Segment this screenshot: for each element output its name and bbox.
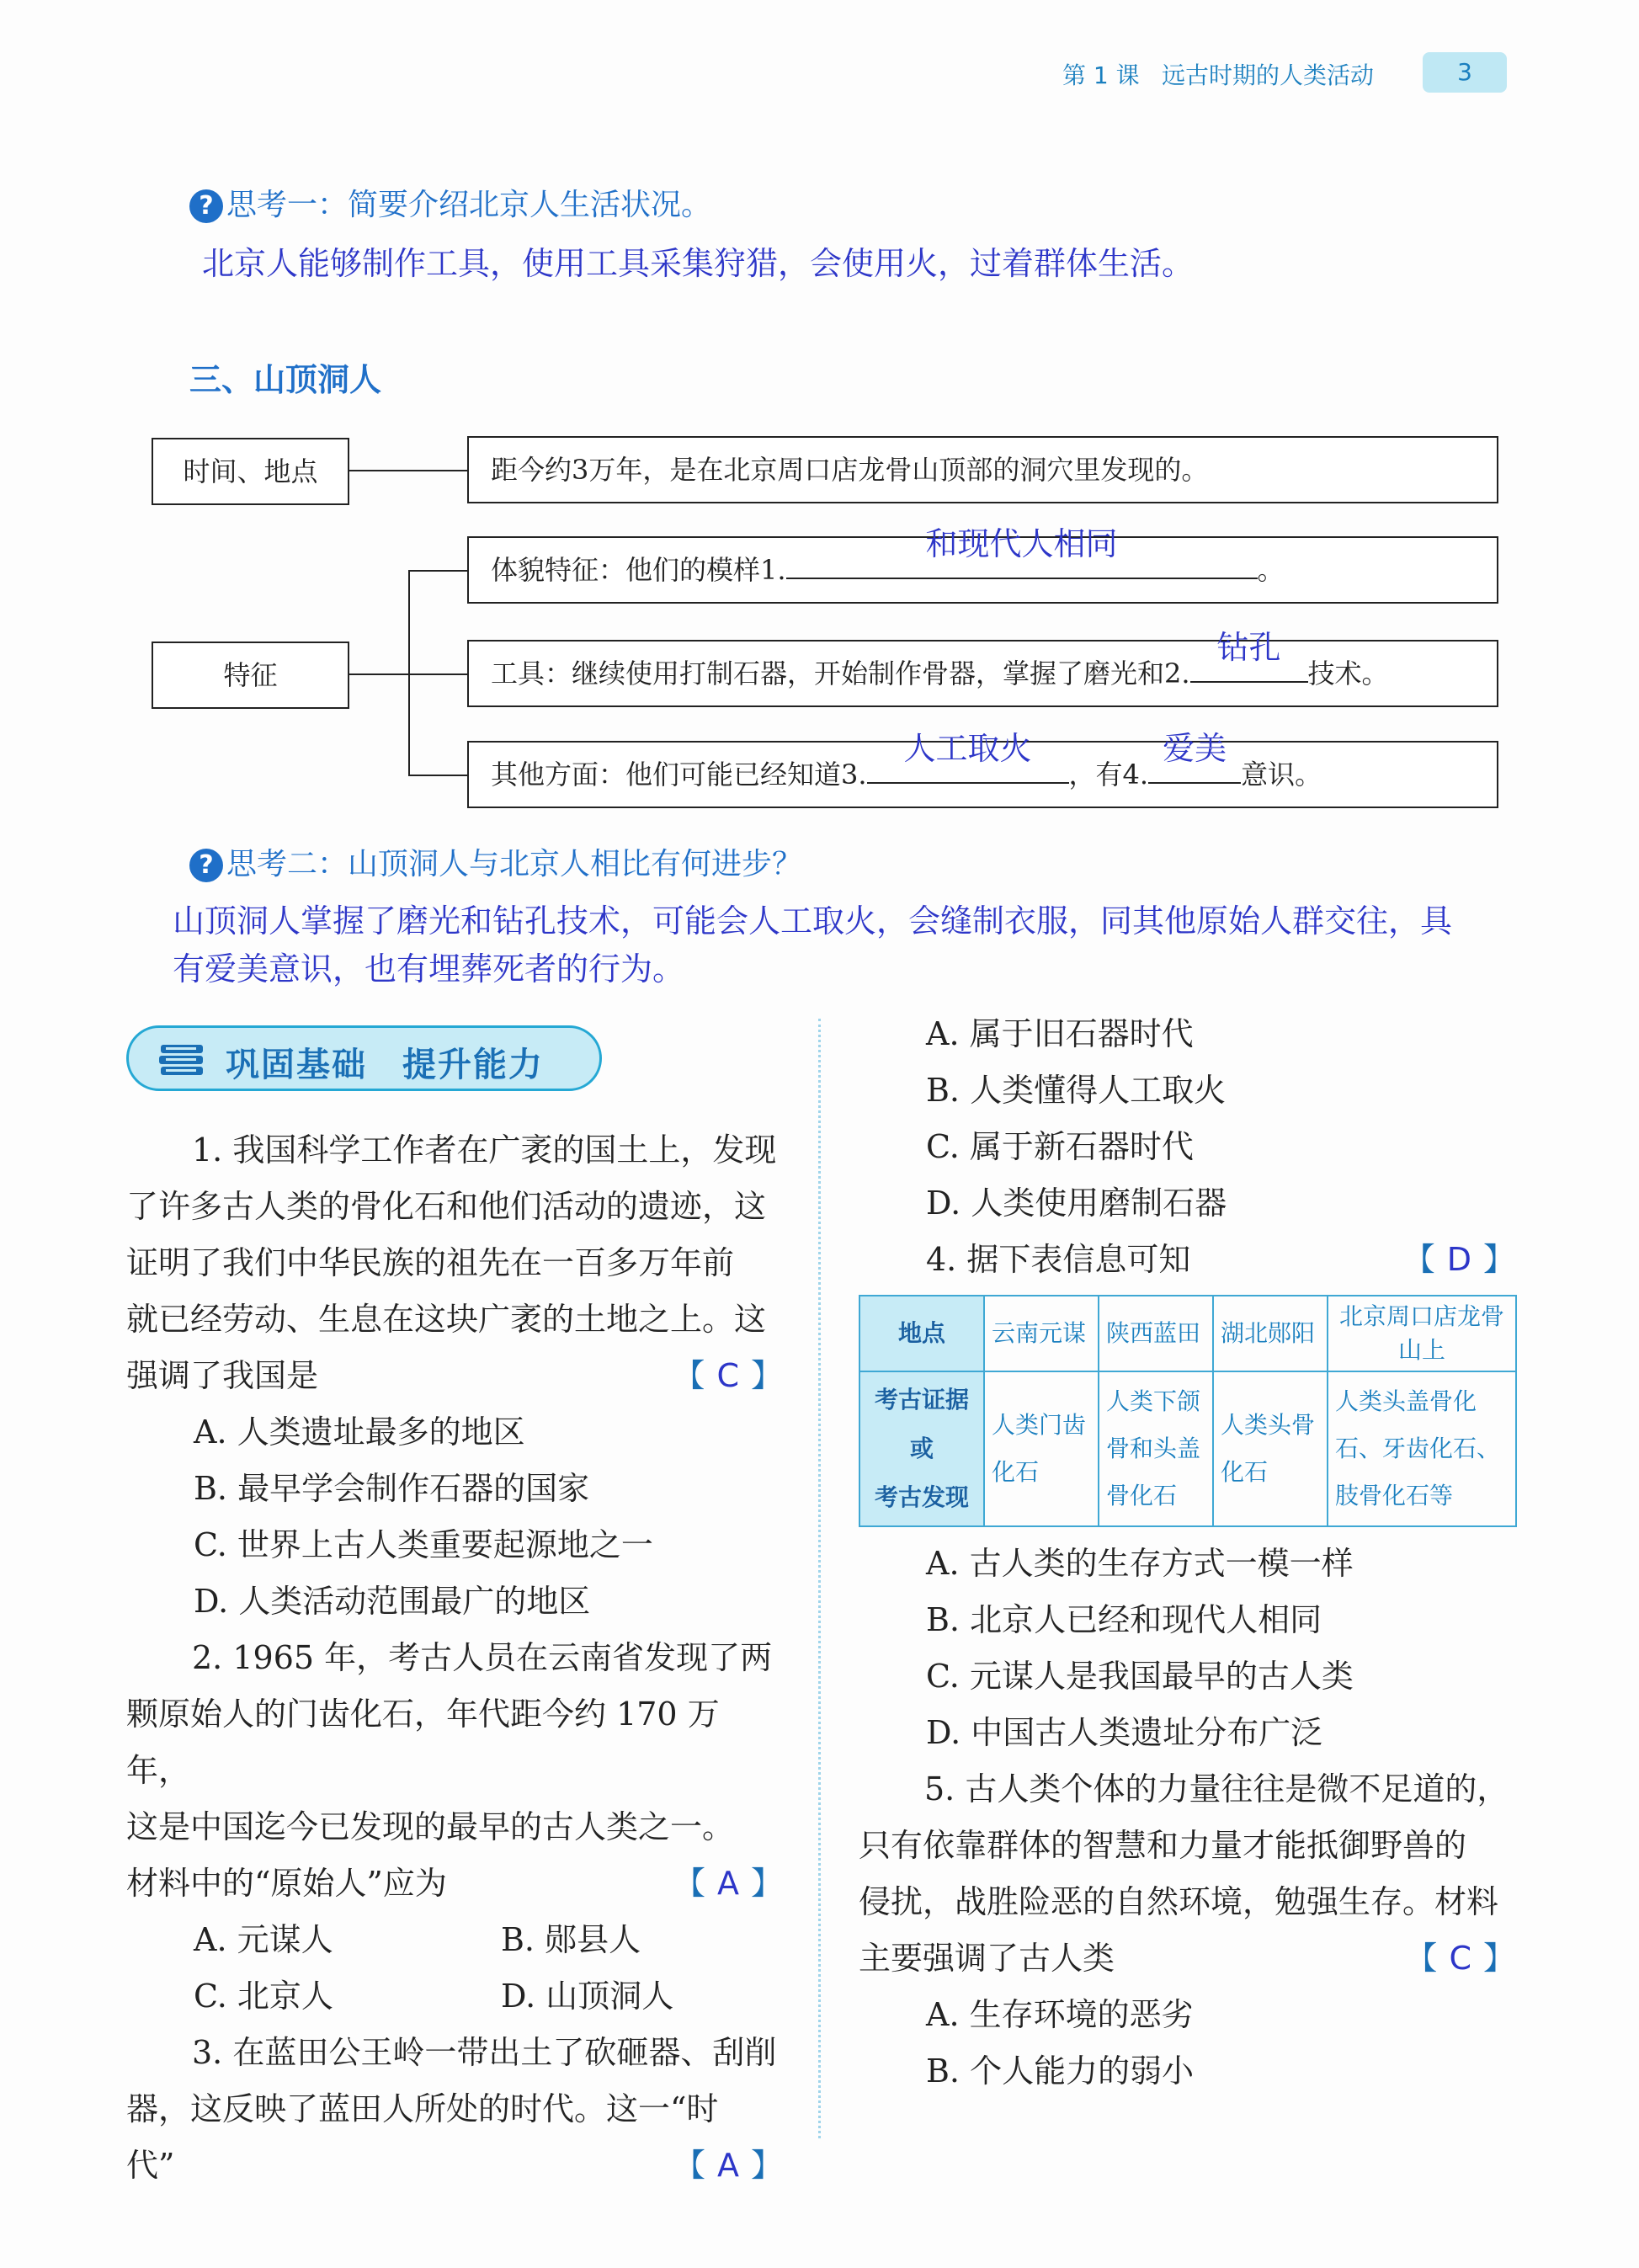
connector-line bbox=[408, 570, 467, 572]
q2-option-b: B. 郧县人 bbox=[501, 1921, 641, 1958]
question-4: 4. 据下表信息可知 【 D 】 bbox=[859, 1232, 1515, 1288]
q2-option-a: A. 元谋人 bbox=[194, 1921, 333, 1958]
think-one-answer: 北京人能够制作工具，使用工具采集狩猎，会使用火，过着群体生活。 bbox=[202, 245, 1195, 282]
books-icon bbox=[157, 1041, 208, 1078]
section-title: 三、山顶洞人 bbox=[189, 361, 382, 398]
q3-option-b: B. 人类懂得人工取火 bbox=[926, 1072, 1227, 1109]
answer-1: 和现代人相同 bbox=[925, 525, 1118, 562]
q4-option-a: A. 古人类的生存方式一模一样 bbox=[926, 1545, 1354, 1582]
q5-option-b: B. 个人能力的弱小 bbox=[926, 2052, 1195, 2090]
table-cell: 人类头盖骨化石、牙齿化石、肢骨化石等 bbox=[1328, 1371, 1516, 1526]
connector-line bbox=[408, 673, 467, 675]
connector-line bbox=[349, 470, 467, 471]
q4-option-d: D. 中国古人类遗址分布广泛 bbox=[926, 1714, 1323, 1751]
section-banner bbox=[126, 1025, 602, 1091]
blank-3 bbox=[867, 730, 1069, 784]
think-two-answer-line1: 山顶洞人掌握了磨光和钻孔技术，可能会人工取火，会缝制衣服，同其他原始人群交往，具 bbox=[173, 902, 1453, 940]
q1-option-d: D. 人类活动范围最广的地区 bbox=[194, 1583, 591, 1620]
answer-bracket-4: 【 D 】 bbox=[1402, 1241, 1515, 1278]
column-divider bbox=[818, 1019, 821, 2138]
table-cell: 人类门齿化石 bbox=[984, 1371, 1099, 1526]
table-cell: 人类头骨化石 bbox=[1213, 1371, 1328, 1526]
q1-option-c: C. 世界上古人类重要起源地之一 bbox=[194, 1526, 653, 1563]
table-cell: 北京周口店龙骨山上 bbox=[1328, 1296, 1516, 1371]
table-cell: 陕西蓝田 bbox=[1099, 1296, 1213, 1371]
table-header: 考古证据 或 考古发现 bbox=[859, 1371, 984, 1526]
blank-2 bbox=[1190, 629, 1308, 683]
q5-option-a: A. 生存环境的恶劣 bbox=[926, 1996, 1194, 2033]
think-one-label: 思考一：简要介绍北京人生活状况。 bbox=[226, 188, 712, 222]
table-header: 地点 bbox=[859, 1296, 984, 1371]
think-one-prompt bbox=[189, 181, 711, 224]
banner-title: 巩固基础 提升能力 bbox=[226, 1046, 544, 1084]
question-icon: ? bbox=[189, 849, 223, 882]
feature-box: 特征 bbox=[152, 642, 349, 709]
answer-bracket-1: 【 C 】 bbox=[673, 1357, 783, 1394]
page-number: 3 bbox=[1423, 52, 1507, 93]
q4-option-b: B. 北京人已经和现代人相同 bbox=[926, 1601, 1322, 1638]
table-row bbox=[859, 1296, 1516, 1371]
feature-appearance: 体貌特征：他们的模样1. 和现代人相同 。 bbox=[467, 536, 1498, 604]
question-2: 2. 1965 年，考古人员在云南省发现了两 颗原始人的门齿化石，年代距今约 170 万年， 这是中国迄今已发现的最早的古人类之一。 材料中的“原始人”应为 【 A 】 A. 元谋人 B. 郧县人 C. 北京人 D. 山顶洞人 bbox=[126, 1630, 783, 2025]
q4-option-c: C. 元谋人是我国最早的古人类 bbox=[926, 1658, 1354, 1695]
q3-option-a: A. 属于旧石器时代 bbox=[926, 1015, 1194, 1052]
question-icon: ? bbox=[189, 189, 223, 223]
answer-3: 人工取火 bbox=[903, 730, 1032, 767]
answer-4: 爱美 bbox=[1163, 730, 1227, 767]
question-3: 3. 在蓝田公王岭一带出土了砍砸器、刮削 器，这反映了蓝田人所处的时代。这一“时 代” 【 A 】 bbox=[126, 2025, 783, 2194]
answer-2: 钻孔 bbox=[1216, 629, 1281, 666]
answer-bracket-2: 【 A 】 bbox=[673, 1865, 783, 1902]
time-place-box: 时间、地点 bbox=[152, 438, 349, 505]
think-two-prompt bbox=[189, 840, 802, 883]
time-place-text: 距今约3万年，是在北京周口店龙骨山顶部的洞穴里发现的。 bbox=[467, 436, 1498, 503]
lesson-number: 第 1 课 bbox=[1062, 61, 1140, 89]
think-two-answer-line2: 有爱美意识，也有埋葬死者的行为。 bbox=[173, 950, 685, 988]
q3-option-d: D. 人类使用磨制石器 bbox=[926, 1185, 1227, 1222]
table-cell: 人类下颌骨和头盖骨化石 bbox=[1099, 1371, 1213, 1526]
q2-option-c: C. 北京人 bbox=[194, 1978, 333, 2015]
connector-line bbox=[349, 673, 408, 675]
q3-option-c: C. 属于新石器时代 bbox=[926, 1128, 1194, 1165]
lesson-title: 远古时期的人类活动 bbox=[1162, 61, 1375, 89]
q1-option-a: A. 人类遗址最多的地区 bbox=[194, 1414, 525, 1451]
q2-option-d: D. 山顶洞人 bbox=[501, 1978, 674, 2015]
table-cell: 湖北郧阳 bbox=[1213, 1296, 1328, 1371]
connector-line bbox=[408, 775, 467, 776]
feature-other: 其他方面：他们可能已经知道3. 人工取火 ，有4. 爱美 意识。 bbox=[467, 741, 1498, 808]
answer-bracket-5: 【 C 】 bbox=[1405, 1940, 1515, 1977]
right-column bbox=[859, 1006, 1515, 2100]
blank-4 bbox=[1148, 730, 1241, 784]
think-two-label: 思考二：山顶洞人与北京人相比有何进步？ bbox=[226, 847, 803, 881]
question-5: 5. 古人类个体的力量往往是微不足道的， 只有依靠群体的智慧和力量才能抵御野兽的 侵扰，战胜险恶的自然环境，勉强生存。材料 主要强调了古人类 【 C 】 A. 生存环境的恶劣 B. 个人能力的弱小 bbox=[859, 1761, 1515, 2100]
question-1: 1. 我国科学工作者在广袤的国土上，发现 了许多古人类的骨化石和他们活动的遗迹，这 证明了我们中华民族的祖先在一百多万年前 就已经劳动、生息在这块广袤的土地之上。这 强调了我国是 【 C 】 A. 人类遗址最多的地区 B. 最早学会制作石器的国家 C. 世界上古人类重要起源地之一 D. 人类活动范围最广的地区 2. 1965 年，考古人员在云南省发现了两 颗原始人的门齿化石，年代距今约 170 万年， 这是中国迄今已发现的最早的古人类之一。 材料中的“原始人”应为 【 A 】 A. 元谋人 B. 郧县人 C. 北京人 D. 山顶洞人 3. 在蓝田公王岭一带出土了砍砸器、刮削 器，这反映了蓝田人所处的时代。这一“时 代” 【 A 】 bbox=[126, 1122, 783, 2194]
table-row bbox=[859, 1371, 1516, 1526]
site-table bbox=[859, 1295, 1517, 1527]
table-cell: 云南元谋 bbox=[984, 1296, 1099, 1371]
answer-bracket-3: 【 A 】 bbox=[673, 2147, 783, 2184]
q1-option-b: B. 最早学会制作石器的国家 bbox=[194, 1470, 590, 1507]
feature-tools: 工具：继续使用打制石器，开始制作骨器，掌握了磨光和2. 钻孔 技术。 bbox=[467, 640, 1498, 707]
